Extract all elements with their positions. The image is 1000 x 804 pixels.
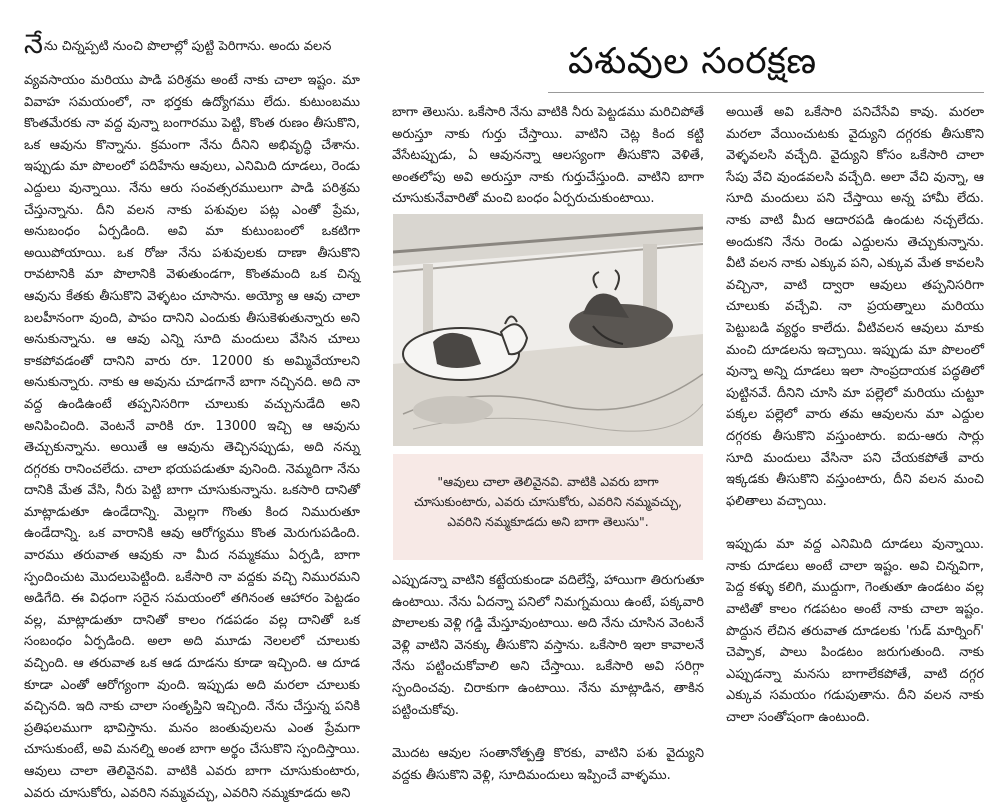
column-1-text: వ్యవసాయం మరియు పాడి పరిశ్రమ అంటే నాకు చాలా ఇష్టం. మా వివాహ సమయంలో, నా భర్తకు ఉద్యోగము లేదు. కుటుంబము కొంతమేరకు నా వద్ద వున్నా బంగారము పెట్టి, కొంత రుణం తీసుకొని, ఒక ఆవును కొన్నాను. క్రమంగా నేను దీనిని అభివృద్ధి చేశాను. ఇప్పుడు మా పొలంలో పదిహేను ఆవులు, ఎనిమిది దూడలు, రెండు ఎద్దులు వున్నాయి. నేను ఆరు సంవత్సరములుగా పాడి పరిశ్రమ చేస్తున్నాను. దీని వలన నాకు పశువుల పట్ల ఎంతో ప్రేమ, అనుబంధం ఏర్పడింది. అవి మా కుటుంబంలో ఒకటిగా అయిపోయాయి. ఒక రోజు నేను పశువులకు దాణా తీసుకొని రావటానికి మా పొలానికి వెళుతుండగా, కొంతమంది ఒక చిన్న ఆవును కేతకు తీసుకొని వెళ్ళటం చూసాను. అయ్యో ఆ ఆవు చాలా బలహీనంగా వుంది, పాపం దానిని ఎందుకు తీసుకెళుతున్నారు అని అనుకున్నాను. ఆ ఆవు ఎన్ని సూది మందులు వేసిన చూలు కాకపోవడంతో దానిని వారు రూ. 12000 కు అమ్మివేయాలని అనుకున్నారు. నాకు ఆ అవును చూడగానే బాగా నచ్చినది. అది నా వద్ద ఉండిఉంటే తప్పనిసరిగా చూలుకు వచ్చునుడేది అని అనిపించింది. వెంటనే వారికి రూ. 13000 ఇచ్చి ఆ ఆవును తెచ్చుకున్నాను. అయితే ఆ ఆవును తెచ్చినప్పుడు, అది నన్ను దగ్గరకు రానించలేదు. చాలా భయపడుతూ వునింది. నెమ్మదిగా నేను దానికి మేత వేసి, నీరు పెట్టి బాగా చూసుకున్నాను. ఒకసారి దానితో మాట్లాడుతూ ఉండేదాన్ని. మెల్లగా గొంతు కింద నిమురుతూ ఉండేదాన్ని. ఒక వారానికి ఆవు ఆరోగ్యము కొంత మెరుగుపడింది. వారము తరువాత ఆవుకు నా మీద నమ్మకము ఏర్పడి, బాగా స్పందించుట మొదలుపెట్టింది. ఒకేసారి నా వద్దకు వచ్చి నిమురమని అడిగేది. ఈ విధంగా సరైన సమయంలో తగినంత ఆహారం పెట్టడం వల్ల, మాట్లాడుతూ దానితో కాలం గడపడం వల్ల దానితో ఒక సంబంధం ఏర్పడింది. అలా అది మూడు నెలలలో చూలుకు వచ్చింది. ఆ తరువాత ఒక ఆడ దూడను కూడా ఇచ్చింది. ఆ దూడ కూడా ఎంతో ఆరోగ్యంగా వుంది. ఇప్పుడు అది మరలా చూలుకు వచ్చినది. ఇది నాకు చాలా సంతృప్తిని ఇచ్చింది. నేను చేస్తున్న పనికి ప్రతిఫలముగా భావిస్తాను. మనం జంతువులను ఎంత ప్రేమగా చూసుకుంటే, అవి మనల్ని అంత బాగా అర్థం చేసుకొని స్పందిస్తాయి. ఆవులు చాలా తెలివైనవి. వాటికి ఎవరు బాగా చూసుకుంటారు, ఎవరు చూసుకోరు, ఎవరిని నమ్మవచ్చు, ఎవరిని నమ్మకూడదు అని — [24, 73, 360, 801]
pull-quote: "ఆవులు చాలా తెలివైనవి. వాటికి ఎవరు బాగా చూసుకుంటారు, ఎవరు చూసుకోరు, ఎవరిని నమ్మవచ్చు, ఎవరిని నమ్మకూడదు అని బాగా తెలుసు". — [393, 454, 703, 560]
cows-illustration — [393, 214, 703, 446]
column-2-bottom-text: మొదట ఆవుల సంతానోత్పత్తి కొరకు, వాటిని పశు వైద్యుని వద్దకు తీసుకొని వెళ్లి, సూదిమందులు ఇప్పించే వాళ్ళము. — [392, 746, 704, 783]
opening-line-text: ను చిన్నప్పటి నుంచి పొలాల్లో పుట్టి పెరిగాను. అందు వలన — [43, 39, 332, 54]
cows-photo — [393, 214, 703, 446]
column-3-top-text: అయితే అవి ఒకేసారి పనిచేసేవి కావు. మరలా మరలా వేయించుటకు వైద్యుని దగ్గరకు తీసుకొని వెళ్ళవలసి వచ్చేది. వైద్యుని కోసం ఒకేసారి చాలా సేపు వేచి వుండవలసి వచ్చేది. అలా వేచి వున్నా, ఆ సూది మందులు పని చేస్తాయి అన్న హామీ లేదు. నాకు వాటి మీద ఆదారపడి ఉండుట నచ్చలేదు. అందుకని నేను రెండు ఎద్దులను తెచ్చుకున్నాను. వీటి వలన నాకు ఎక్కువ పని, ఎక్కువ మేత కావలసి వచ్చినా, వాటి ద్వారా ఆవులు తప్పనిసరిగా చూలుకు వచ్చేవి. నా ప్రయత్నాలు మరియు పెట్టుబడి వ్యర్థం కాలేదు. వీటివలన ఆవులు మాకు మంచి దూడలను ఇచ్చాయి. ఇప్పుడు మా పొలంలో వున్నా అన్ని దూడలు ఇలా సాంప్రదాయక పద్ధతిలో పుట్టినవే. దీనిని చూసి మా పల్లెలో మరియు చుట్టూ పక్కల పల్లెలో వారు తమ ఆవులను మా ఎద్దుల దగ్గరకు తీసుకొని వస్తుంటారు. ఐదు-ఆరు సార్లు సూది మందులు వేసినా పని చేయకపోతే వారు ఇక్కడకు తీసుకొని వస్తుంటారు, దీని వలన మంచి ఫలితాలు వచ్చాయి. — [726, 105, 984, 509]
column-3 — [726, 102, 984, 729]
column-2 — [392, 102, 704, 210]
title-divider — [548, 92, 984, 93]
opening-line — [24, 29, 360, 60]
column-1 — [24, 70, 360, 804]
column-2-top-text: బాగా తెలుసు. ఒకేసారి నేను వాటికి నీరు పెట్టడము మరిచిపోతే అరుస్తూ నాకు గుర్తు చేస్తాయి. వాటిని చెట్ల కింద కట్టి వేసేటప్పుడు, ఏ ఆవునన్నా ఆలస్యంగా తీసుకొని వెళితే, అంతలోపు అవి అరుస్తూ నాకు గుర్తుచేస్తుంది. వాటిని బాగా చూసుకునేవారితో మంచి బంధం ఏర్పరుచుకుంటాయి. — [392, 105, 704, 207]
drop-letter: నే — [24, 29, 43, 60]
column-2-lower — [392, 570, 704, 786]
column-2-mid-text: ఎప్పుడన్నా వాటిని కట్టేయకుండా వదిలేస్తే, హాయిగా తిరుగుతూ ఉంటాయి. నేను ఏదన్నా పనిలో నిమగ్నమయి ఉంటే, పక్కవారి పొలాలకు వెళ్లి గడ్డి మేస్తూవుంటాయి. అది నేను చూసిన వెంటనే వెళ్లి వాటిని వెనక్కు తీసుకొని వస్తాను. ఒకేసారి ఇలా కావాలనే నేను పట్టించుకోవాలి అని చేస్తాయి. ఒకేసారి అవి సరిగ్గా స్పందించవు. చిరాకుగా ఉంటాయి. నేను మాట్లాడిన, తాకిన పట్టించుకోవు. — [392, 573, 704, 718]
article-title: పశువుల సంరక్షణ — [568, 41, 817, 82]
column-3-bottom-text: ఇప్పుడు మా వద్ద ఎనిమిది దూడలు వున్నాయి. నాకు దూడలు అంటే చాలా ఇష్టం. అవి చిన్నవిగా, పెద్ద కళ్ళు కలిగి, ముద్దుగా, గెంతుతూ ఉండటం వల్ల వాటితో కాలం గడపటం అంటే నాకు చాలా ఇష్టం. పొద్దున లేచిన తరువాత దూడలకు 'గుడ్ మార్నింగ్' చెప్పాక, పాలు పిండటం జరుగుతుంది. నాకు ఎప్పుడన్నా మనసు బాగాలేకపోతే, వాటి దగ్గర ఎక్కువ సమయం గడుపుతాను. దీని వలన నాకు చాలా సంతోషంగా ఉంటుంది. — [726, 537, 984, 726]
